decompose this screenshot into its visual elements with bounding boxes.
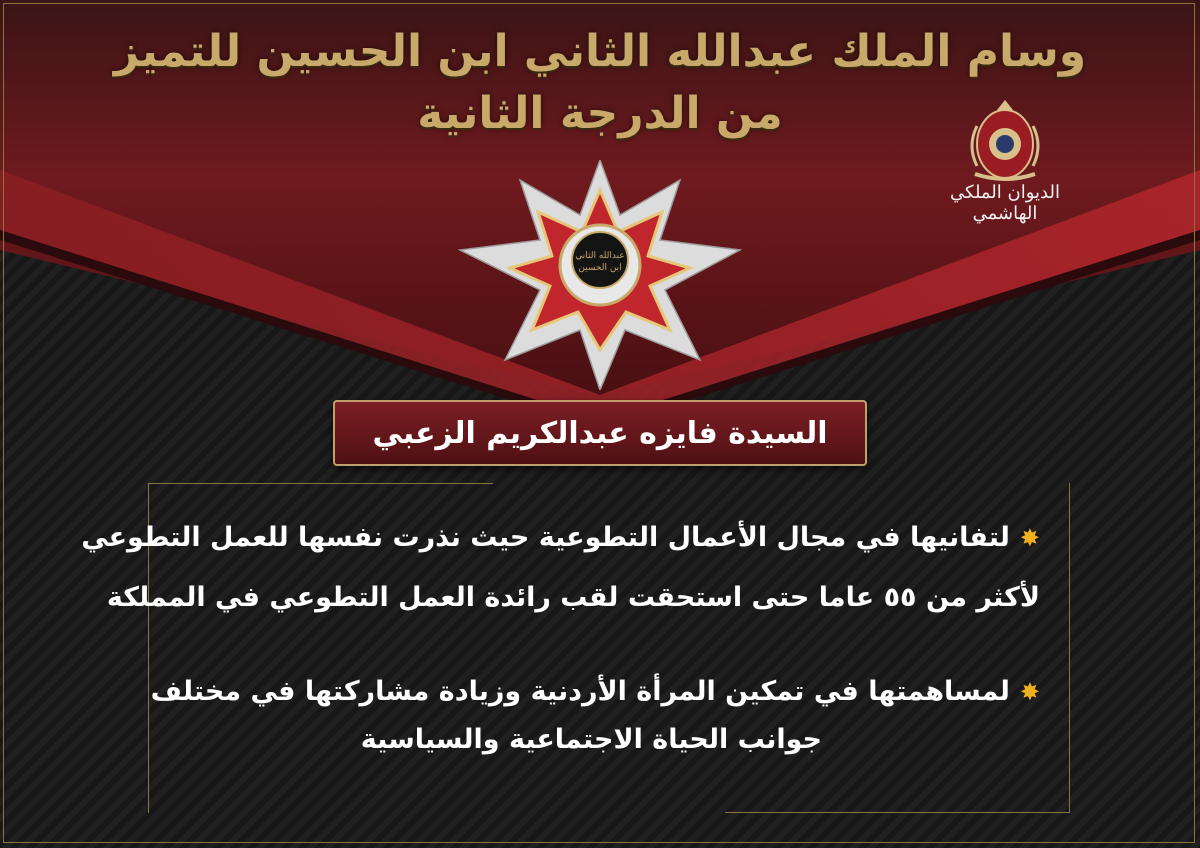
- star-bullet-icon: ✸: [1019, 678, 1040, 706]
- title-line-2: من الدرجة الثانية: [417, 88, 783, 139]
- reason-2-line-1: ✸لمساهمتها في تمكين المرأة الأردنية وزيادة مشاركتها في مختلف: [150, 676, 1040, 707]
- star-bullet-icon: ✸: [1019, 524, 1040, 552]
- recipient-name-banner: [333, 400, 867, 466]
- order-of-excellence-medal-icon: [440, 160, 760, 390]
- reason-1-line-2: لأكثر من ٥٥ عاما حتى استحقت لقب رائدة العمل التطوعي في المملكة: [106, 582, 1040, 613]
- title-line-1: وسام الملك عبدالله الثاني ابن الحسين للتميز: [113, 26, 1087, 77]
- reason-2-line-2: جوانب الحياة الاجتماعية والسياسية: [360, 724, 822, 755]
- reason-1-line-1: ✸لتفانيها في مجال الأعمال التطوعية حيث نذرت نفسها للعمل التطوعي: [81, 522, 1040, 553]
- royal-court-label: الديوان الملكي الهاشمي: [950, 182, 1060, 224]
- svg-text:عبدالله الثاني: عبدالله الثاني: [575, 251, 625, 261]
- svg-text:ابن الحسين: ابن الحسين: [578, 263, 622, 273]
- recipient-name: السيدة فايزه عبدالكريم الزعبي: [372, 415, 828, 451]
